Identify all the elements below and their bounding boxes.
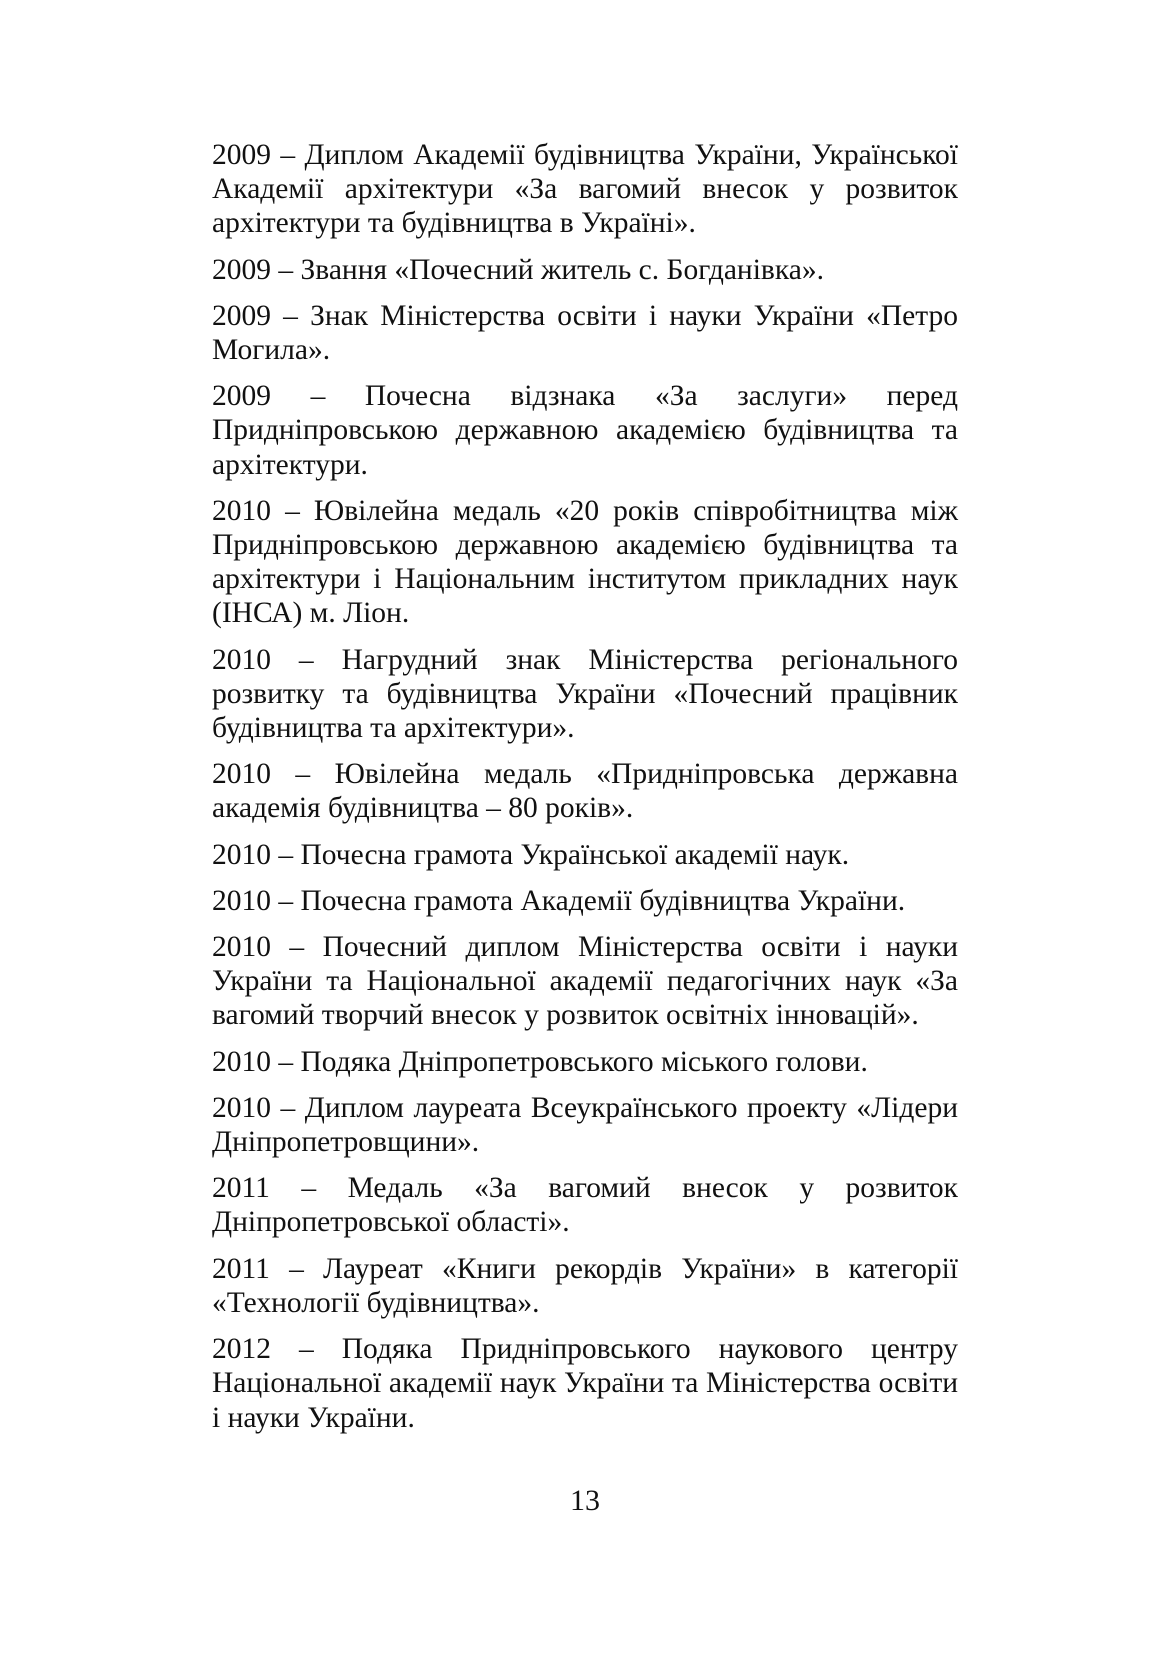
award-entry: 2009 – Почесна відзнака «За заслуги» перед Придніпровською державною академією будівництва та архітектури. [212, 380, 958, 481]
award-entry: 2012 – Подяка Придніпровського наукового центру Національної академії наук України та Міністерства освіти і науки України. [212, 1333, 958, 1434]
award-entry: 2010 – Нагрудний знак Міністерства регіонального розвитку та будівництва України «Почесний працівник будівництва та архітектури». [212, 643, 958, 745]
award-entry: 2009 – Диплом Академії будівництва України, Української Академії архітектури «За вагомий внесок у розвиток архітектури та будівництва в Україні». [212, 139, 958, 240]
award-entry: 2009 – Звання «Почесний житель с. Богданівка». [212, 253, 824, 286]
award-entry: 2009 – Знак Міністерства освіти і науки України «Петро Могила». [212, 299, 958, 367]
document-body [212, 138, 958, 1447]
award-entry: 2010 – Ювілейна медаль «20 років співробітництва між Придніпровською державною академією будівництва та архітектури і Національним інститутом прикладних наук (ІНСА) м. Ліон. [212, 494, 958, 630]
award-entry: 2010 – Подяка Дніпропетровського міського голови. [212, 1045, 868, 1078]
award-entry: 2010 – Ювілейна медаль «Придніпровська державна академія будівництва – 80 років». [212, 758, 958, 825]
award-entry: 2011 – Медаль «За вагомий внесок у розвиток Дніпропетровської області». [212, 1172, 958, 1239]
award-entry: 2011 – Лауреат «Книги рекордів України» в категорії «Технології будівництва». [212, 1252, 958, 1319]
award-entry: 2010 – Диплом лауреата Всеукраїнського проекту «Лідери Дніпропетровщини». [212, 1091, 958, 1159]
award-entry: 2010 – Почесна грамота Академії будівництва України. [212, 884, 906, 917]
award-entry: 2010 – Почесний диплом Міністерства освіти і науки України та Національної академії педагогічних наук «За вагомий творчий внесок у розвиток освітніх інновацій». [212, 931, 958, 1032]
award-entry: 2010 – Почесна грамота Української академії наук. [212, 838, 850, 871]
page-number: 13 [570, 1484, 600, 1517]
